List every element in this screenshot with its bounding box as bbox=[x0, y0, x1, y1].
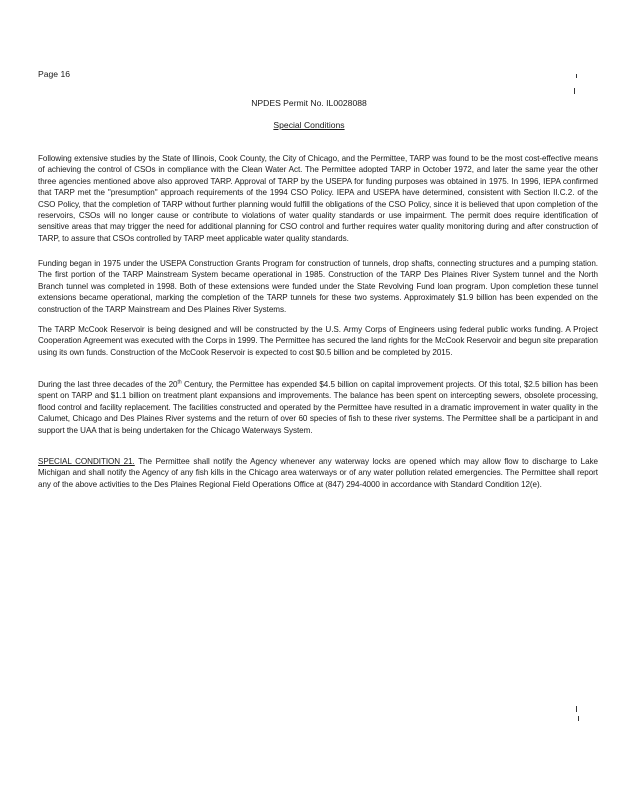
p4-text-end: Century, the Permittee has expended $4.5 billion on capital improvement projects. Of this total, $2.5 billion has been spent on TARP and $1.1 billion on treatment plant expansions and improvements. The balance has been spent on intercepting sewers, obsolete processing, flood control and facility replacement. The facilities constructed and operated by the Permittee have resulted in a dramatic improvement in water quality in the Calumet, Chicago and Des Plaines River systems and the return of over 60 species of fish to these river systems. The Permittee shall be a participant in and support the UAA that is being undertaken for the Chicago Waterways System. bbox=[38, 380, 598, 435]
permit-number-heading: NPDES Permit No. IL0028088 bbox=[251, 98, 367, 108]
section-title: Special Conditions bbox=[273, 120, 345, 130]
special-condition-text: The Permittee shall notify the Agency whenever any waterway locks are opened which may allow flow to discharge to Lake Michigan and shall notify the Agency of any fish kills in the Chicago area waterways or of any water pollution related emergencies. The Permittee shall report any of the above activities to the Des Plaines Regional Field Operations Office at (847) 294-4000 in accordance with Standard Condition 12(e). bbox=[38, 457, 598, 489]
page-number: Page 16 bbox=[38, 69, 71, 79]
paragraph-capital-improvements bbox=[38, 379, 598, 436]
p4-text-start: During the last three decades of the 20 bbox=[38, 380, 178, 389]
special-condition-label: SPECIAL CONDITION 21. bbox=[38, 457, 135, 466]
scan-mark bbox=[574, 88, 575, 94]
scan-mark bbox=[576, 706, 577, 712]
paragraph-tarp-history: Following extensive studies by the State of Illinois, Cook County, the City of Chicago, and the Permittee, TARP was found to be the most cost-effective means of achieving the control of CSOs in compliance with the Clean Water Act. The Permittee adopted TARP in October 1972, and later the same year the other three agencies mentioned above also approved TARP. Approval of TARP by the USEPA for funding purposes was obtained in 1975. In 1996, IEPA confirmed that TARP met the "presumption" approach requirements of the 1994 CSO Policy. IEPA and USEPA have determined, consistent with Section II.C.2. of the CSO Policy, that the completion of TARP without further planning would fulfill the obligations of the CSO Policy, since it is believed that upon completion of the reservoirs, CSOs will no longer cause or contribute to violations of water quality standards or use impairment. The permit does require identification of sensitive areas that may trigger the need for additional planning for CSO control and further requires water quality monitoring during and after construction of TARP, to assure that CSOs controlled by TARP meet applicable water quality standards. bbox=[38, 154, 598, 243]
paragraph-special-condition-21 bbox=[38, 456, 598, 490]
scan-mark bbox=[578, 716, 579, 721]
scan-mark bbox=[576, 74, 577, 78]
paragraph-mccook-reservoir: The TARP McCook Reservoir is being designed and will be constructed by the U.S. Army Corps of Engineers using federal public works funding. A Project Cooperation Agreement was executed with the Corps in 1999. The Permittee has secured the land rights for the McCook Reservoir and begun site preparation using its own funds. Construction of the McCook Reservoir is expected to cost $0.5 billion and be completed by 2015. bbox=[38, 325, 598, 357]
paragraph-tarp-funding: Funding began in 1975 under the USEPA Construction Grants Program for construction of tunnels, drop shafts, connecting structures and a pumping station. The first portion of the TARP Mainstream System became operational in 1985. Construction of the TARP Des Plaines River System tunnel and the North Branch tunnel was completed in 1998. Both of these extensions were funded under the State Revolving Fund loan program. Upon completion these tunnel extensions became operational, marking the completion of the TARP tunnels for these two systems. Approximately $1.9 billion has been expended on the construction of the TARP Mainstream and Des Plaines River Systems. bbox=[38, 259, 598, 314]
p4-superscript: th bbox=[177, 379, 182, 386]
